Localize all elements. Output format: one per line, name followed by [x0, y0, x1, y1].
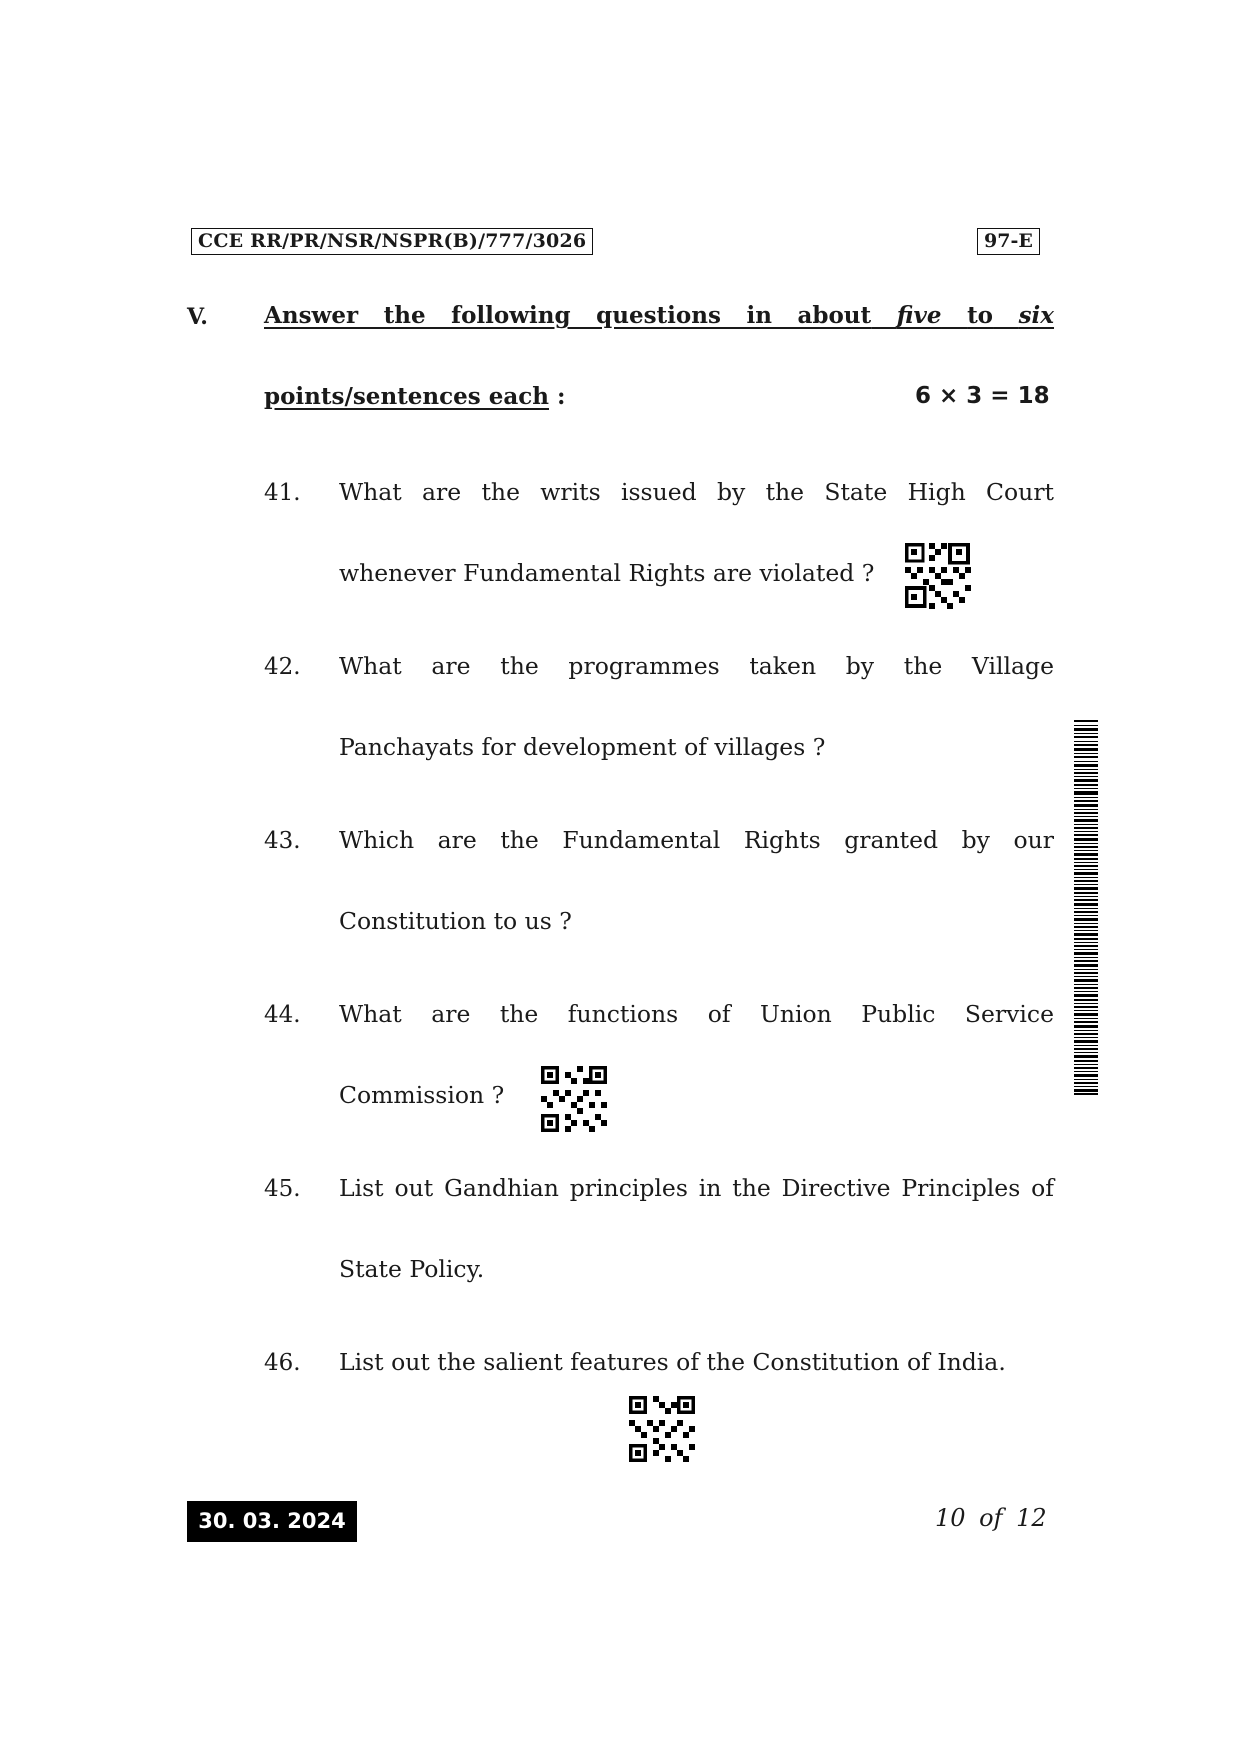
question-number: 43. — [264, 828, 301, 854]
question-text-continued: Panchayats for development of villages ? — [339, 733, 826, 761]
question-text-continued: State Policy. — [339, 1255, 485, 1283]
question-text: Which are the Fundamental Rights granted by our — [339, 826, 1054, 854]
exam-date-badge: 30. 03. 2024 — [187, 1501, 357, 1542]
question-number: 41. — [264, 480, 301, 506]
question-text: List out the salient features of the Constitution of India. — [339, 1348, 1006, 1376]
question-text-continued: whenever Fundamental Rights are violated ? — [339, 559, 875, 587]
section-instruction-line2: points/sentences each : — [264, 383, 566, 410]
exam-code-box: CCE RR/PR/NSR/NSPR(B)/777/3026 — [191, 228, 593, 255]
question-number: 46. — [264, 1350, 301, 1376]
question-text: What are the writs issued by the State High Court — [339, 478, 1054, 506]
qr-code-icon — [629, 1396, 695, 1462]
section-number: V. — [187, 304, 208, 330]
question-text: List out Gandhian principles in the Directive Principles of — [339, 1174, 1054, 1202]
qr-code-icon — [541, 1066, 607, 1132]
paper-code-box: 97-E — [977, 228, 1040, 255]
barcode-icon — [1074, 720, 1098, 1095]
question-text-continued: Commission ? — [339, 1081, 505, 1109]
question-text: What are the functions of Union Public Service — [339, 1000, 1054, 1028]
question-text-continued: Constitution to us ? — [339, 907, 572, 935]
page-number: 10 of 12 — [935, 1504, 1047, 1532]
question-number: 45. — [264, 1176, 301, 1202]
section-instruction-line1: Answer the following questions in about five to six — [264, 302, 1055, 329]
question-number: 44. — [264, 1002, 301, 1028]
section-marks: 6 × 3 = 18 — [915, 383, 1050, 409]
question-number: 42. — [264, 654, 301, 680]
question-text: What are the programmes taken by the Village — [339, 652, 1054, 680]
qr-code-icon — [905, 543, 971, 609]
